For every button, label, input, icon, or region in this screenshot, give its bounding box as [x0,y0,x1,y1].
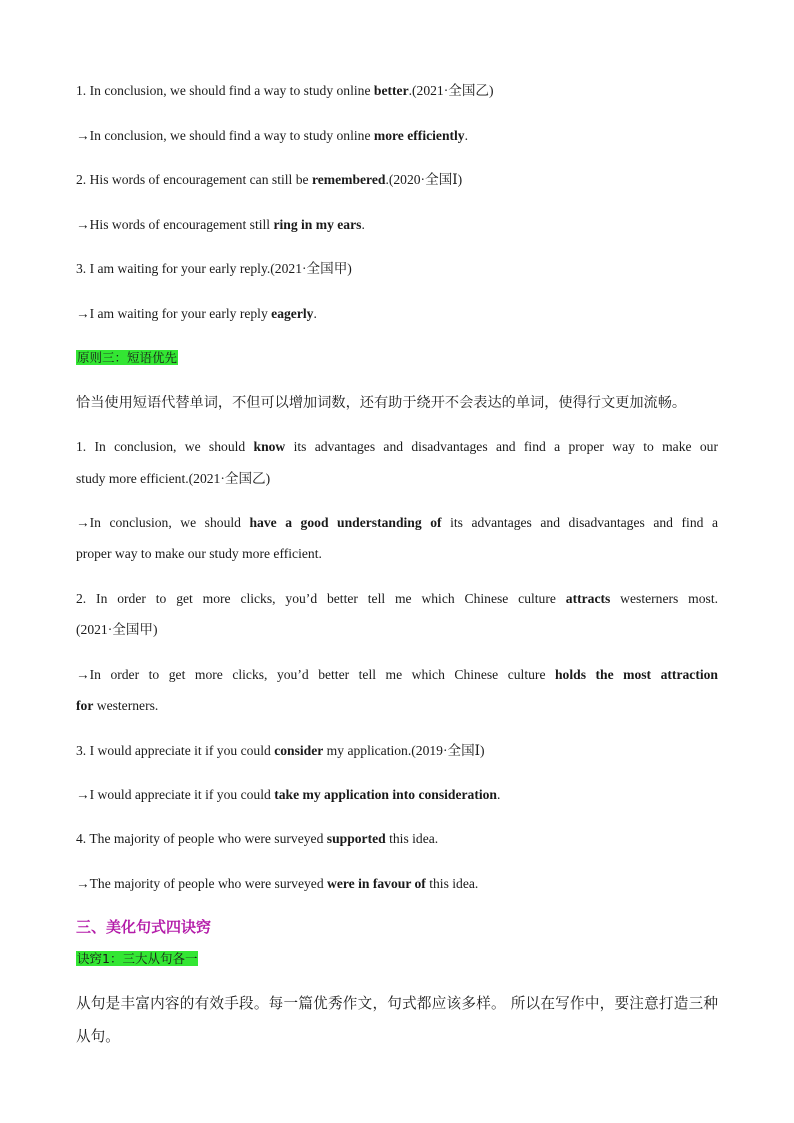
phrase-4-rewrite: →The majority of people who were surveyed were in favour of this idea. [76,876,479,891]
phrase-1-rewrite-line-1: →In conclusion, we should have a good understanding of its advantages and disadvantages and find a [76,515,718,530]
phrase-2-original-line-2: (2021·全国甲) [76,622,158,637]
phrase-2-original-line-1: 2. In order to get more clicks, you’d better tell me which Chinese culture attracts westerners most. [76,591,718,606]
example-2-rewrite: →His words of encouragement still ring in my ears. [76,217,365,232]
example-3-rewrite: →I am waiting for your early reply eagerly. [76,306,317,321]
section-3-description: 从句是丰富内容的有效手段。每一篇优秀作文，句式都应该多样。 所以在写作中，要注意打造三种从句。 [76,995,718,1045]
principle-3-heading [76,349,718,367]
section-3-title: 三、美化句式四诀窍 [76,918,212,936]
principle-3-description: 恰当使用短语代替单词，不但可以增加词数，还有助于绕开不会表达的单词，使得行文更加流畅。 [76,395,687,411]
tip-1-label: 诀窍1：三大从句各一 [77,951,198,966]
phrase-1-rewrite-line-2: proper way to make our study more efficient. [76,546,322,561]
phrase-3-original: 3. I would appreciate it if you could consider my application.(2019·全国Ⅰ) [76,743,485,758]
phrase-1-original-line-1: 1. In conclusion, we should know its advantages and disadvantages and find a proper way to make our [76,439,718,454]
example-1-original: 1. In conclusion, we should find a way to study online better.(2021·全国乙) [76,83,494,98]
phrase-3-rewrite: →I would appreciate it if you could take my application into consideration. [76,787,501,802]
example-3-original: 3. I am waiting for your early reply.(2021·全国甲) [76,261,352,276]
example-2-original: 2. His words of encouragement can still be remembered.(2020·全国Ⅰ) [76,172,463,187]
phrase-4-original: 4. The majority of people who were surveyed supported this idea. [76,831,439,846]
tip-1-heading [76,950,718,968]
phrase-1-original-line-2: study more efficient.(2021·全国乙) [76,471,271,486]
phrase-2-rewrite-line-1: →In order to get more clicks, you’d better tell me which Chinese culture holds the most attraction [76,667,718,682]
example-1-rewrite: →In conclusion, we should find a way to study online more efficiently. [76,128,469,143]
principle-3-label: 原则三：短语优先 [77,350,178,365]
phrase-2-rewrite-line-2: for westerners. [76,698,159,713]
